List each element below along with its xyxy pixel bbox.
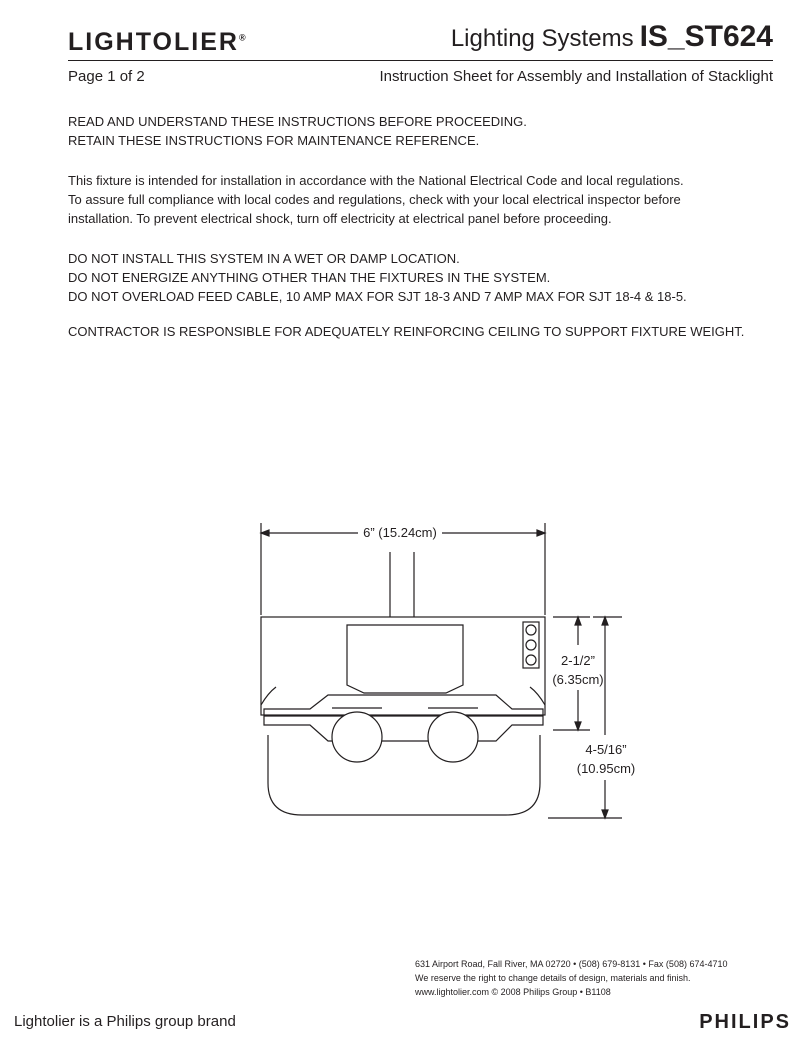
junction-box: [347, 625, 463, 693]
philips-logo: PHILIPS: [699, 1011, 791, 1033]
footer-address: 631 Airport Road, Fall River, MA 02720 • (508) 679-8131 • Fax (508) 674-4710: [415, 959, 728, 969]
document-subtitle: Instruction Sheet for Assembly and Installation of Stacklight: [379, 68, 773, 85]
mounting-bar: [264, 695, 543, 741]
arrowhead: [575, 722, 581, 730]
text-line: To assure full compliance with local codes and regulations, check with your local electrical inspector before: [68, 192, 681, 207]
text-line: RETAIN THESE INSTRUCTIONS FOR MAINTENANCE REFERENCE.: [68, 133, 480, 148]
terminal: [526, 640, 536, 650]
height-dimension-label-2-metric: (10.95cm): [576, 761, 636, 776]
fixture-diagram: [250, 515, 650, 825]
system-label: Lighting Systems: [450, 25, 634, 52]
logo-text: LIGHTOLIER: [68, 28, 239, 56]
text-line: DO NOT ENERGIZE ANYTHING OTHER THAN THE FIXTURES IN THE SYSTEM.: [68, 270, 551, 285]
document-code: IS_ST624: [639, 20, 773, 53]
width-dimension-label: 6” (15.24cm): [363, 525, 437, 540]
registered-mark: ®: [238, 32, 246, 43]
side-clip: [261, 687, 276, 705]
compliance-paragraph: [68, 171, 768, 228]
side-clip: [530, 687, 545, 705]
arrowhead: [575, 617, 581, 625]
text-line: CONTRACTOR IS RESPONSIBLE FOR ADEQUATELY REINFORCING CEILING TO SUPPORT FIXTURE WEIGHT.: [68, 324, 745, 339]
text-line: This fixture is intended for installation in accordance with the National Electrical Code and local regulations.: [68, 173, 684, 188]
footer-disclaimer: We reserve the right to change details of design, materials and finish.: [415, 973, 691, 983]
height-dimension-label-2: 4-5/16”: [585, 742, 627, 757]
height-dimension-label-1: 2-1/2”: [561, 653, 595, 668]
height-dimension-label-1-metric: (6.35cm): [552, 672, 604, 687]
warning-paragraph-1: [68, 112, 768, 150]
header-title: [451, 20, 773, 54]
terminal: [526, 655, 536, 665]
lightolier-logo: [68, 28, 246, 57]
arrowhead: [602, 810, 608, 818]
terminal: [526, 625, 536, 635]
text-line: DO NOT OVERLOAD FEED CABLE, 10 AMP MAX FOR SJT 18-3 AND 7 AMP MAX FOR SJT 18-4 & 18-5.: [68, 289, 687, 304]
arrowhead: [602, 617, 608, 625]
lamp-right: [428, 712, 478, 762]
arrowhead: [261, 530, 269, 536]
page-number: Page 1 of 2: [68, 68, 145, 85]
brand-statement: Lightolier is a Philips group brand: [14, 1013, 236, 1030]
address-footer: [415, 957, 727, 999]
shade-outline: [268, 735, 540, 815]
lamp-left: [332, 712, 382, 762]
text-line: DO NOT INSTALL THIS SYSTEM IN A WET OR DAMP LOCATION.: [68, 251, 460, 266]
header-rule: [68, 60, 773, 61]
arrowhead: [537, 530, 545, 536]
contractor-paragraph: [68, 322, 768, 341]
footer-website: www.lightolier.com © 2008 Philips Group • B1108: [415, 987, 611, 997]
warning-paragraph-2: [68, 249, 768, 306]
text-line: installation. To prevent electrical shock, turn off electricity at electrical panel before proceeding.: [68, 211, 612, 226]
text-line: READ AND UNDERSTAND THESE INSTRUCTIONS BEFORE PROCEEDING.: [68, 114, 527, 129]
